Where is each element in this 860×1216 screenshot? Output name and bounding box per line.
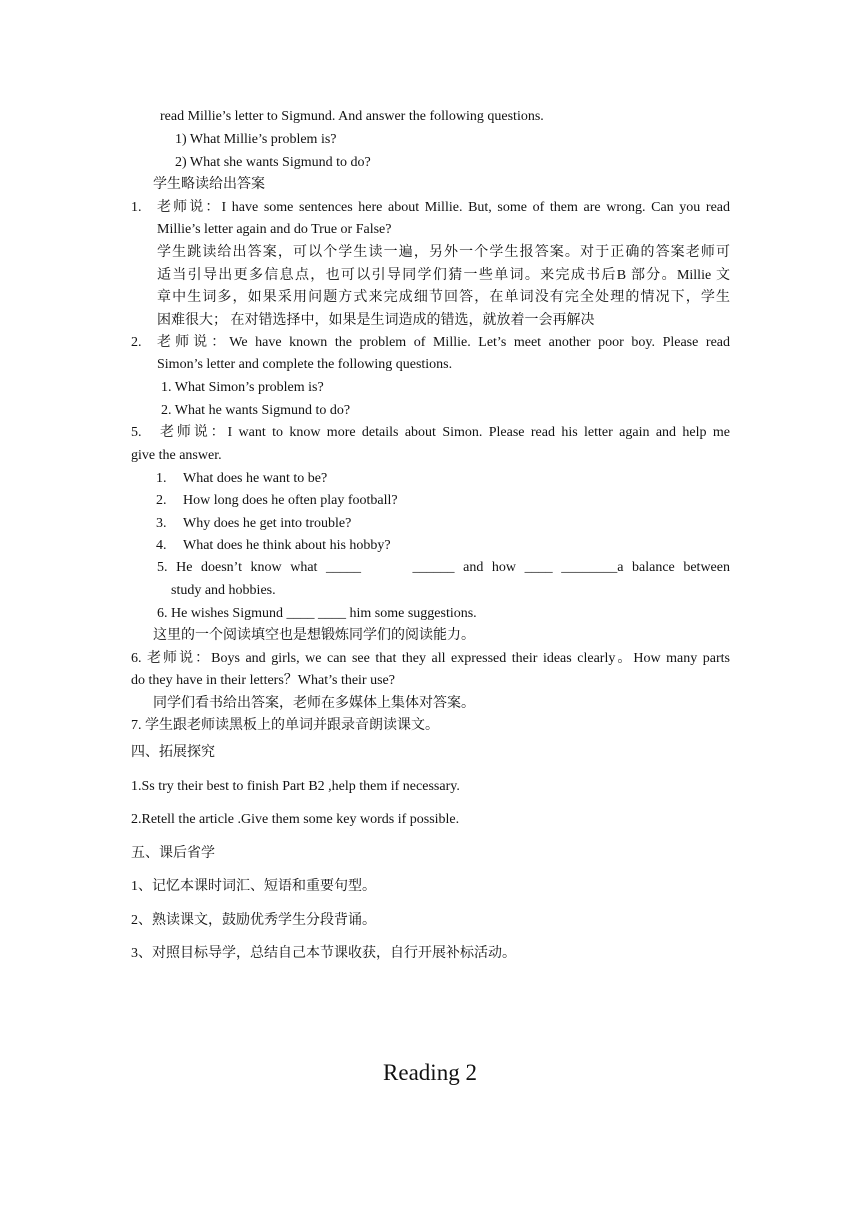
- text-line: 适当引导出更多信息点，也可以引导同学们猜一些单词。来完成书后B 部分。Millie 文: [157, 268, 730, 283]
- question-line: 1) What Millie’s problem is?: [175, 132, 337, 147]
- text-line: 6. 老师说：Boys and girls, we can see that they all expressed their ideas clearly。How many parts: [131, 651, 730, 666]
- text-line: 2、熟读课文，鼓励优秀学生分段背诵。: [131, 913, 376, 928]
- text-line: read Millie’s letter to Sigmund. And answer the following questions.: [160, 109, 544, 124]
- text-line: 困难很大； 在对错选择中，如果是生词造成的错选，就放着一会再解决: [157, 313, 595, 328]
- section-heading: 四、拓展探究: [131, 745, 215, 760]
- question-line: What does he think about his hobby?: [183, 538, 391, 553]
- text-line: 2.Retell the article .Give them some key words if possible.: [131, 812, 460, 827]
- text-line: 学生跳读给出答案，可以个学生读一遍，另外一个学生报答案。对于正确的答案老师可: [157, 245, 730, 260]
- list-number: 2.: [156, 493, 167, 508]
- section-heading: 五、课后省学: [131, 846, 215, 861]
- question-line: 2) What she wants Sigmund to do?: [175, 155, 371, 170]
- question-line: What does he want to be?: [183, 471, 328, 486]
- text-line: study and hobbies.: [171, 583, 276, 598]
- list-number: 1.: [156, 471, 167, 486]
- list-number: 1.: [131, 200, 142, 215]
- list-number: 3.: [156, 516, 167, 531]
- question-line: Why does he get into trouble?: [183, 516, 352, 531]
- text-line: 学生略读给出答案: [153, 177, 265, 192]
- question-line: 2. What he wants Sigmund to do?: [161, 403, 351, 418]
- text-line: give the answer.: [131, 448, 222, 463]
- list-number: 4.: [156, 538, 167, 553]
- question-line: How long does he often play football?: [183, 493, 398, 508]
- text-line: 1、记忆本课时词汇、短语和重要句型。: [131, 879, 376, 894]
- text-line: 1.Ss try their best to finish Part B2 ,help them if necessary.: [131, 779, 460, 794]
- fill-blank-line: 6. He wishes Sigmund ____ ____ him some suggestions.: [157, 606, 477, 621]
- text-line: Simon’s letter and complete the following questions.: [157, 357, 453, 372]
- text-line: 老师说：I have some sentences here about Millie. But, some of them are wrong. Can you read: [157, 200, 730, 215]
- question-line: 1. What Simon’s problem is?: [161, 380, 324, 395]
- text-line: 章中生词多，如果采用问题方式来完成细节回答，在单词没有完全处理的情况下，学生: [157, 290, 730, 305]
- text-line: 3、对照目标导学，总结自己本节课收获，自行开展补标活动。: [131, 946, 516, 961]
- fill-blank-line: 5. He doesn’t know what _____ ______ and how ____ ________a balance between: [157, 560, 730, 575]
- text-line: do they have in their letters？What’s their use?: [131, 673, 395, 688]
- list-number: 2.: [131, 335, 142, 350]
- text-line: 老师说：I want to know more details about Simon. Please read his letter again and help me: [160, 425, 730, 440]
- page-title: Reading 2: [383, 1060, 477, 1085]
- text-line: 这里的一个阅读填空也是想锻炼同学们的阅读能力。: [153, 628, 475, 643]
- list-number: 5.: [131, 425, 142, 440]
- text-line: Millie’s letter again and do True or False?: [157, 222, 392, 237]
- text-line: 7. 学生跟老师读黑板上的单词并跟录音朗读课文。: [131, 718, 439, 733]
- text-line: 老师说：We have known the problem of Millie. Let’s meet another poor boy. Please read: [157, 335, 730, 350]
- text-line: 同学们看书给出答案，老师在多媒体上集体对答案。: [153, 696, 475, 711]
